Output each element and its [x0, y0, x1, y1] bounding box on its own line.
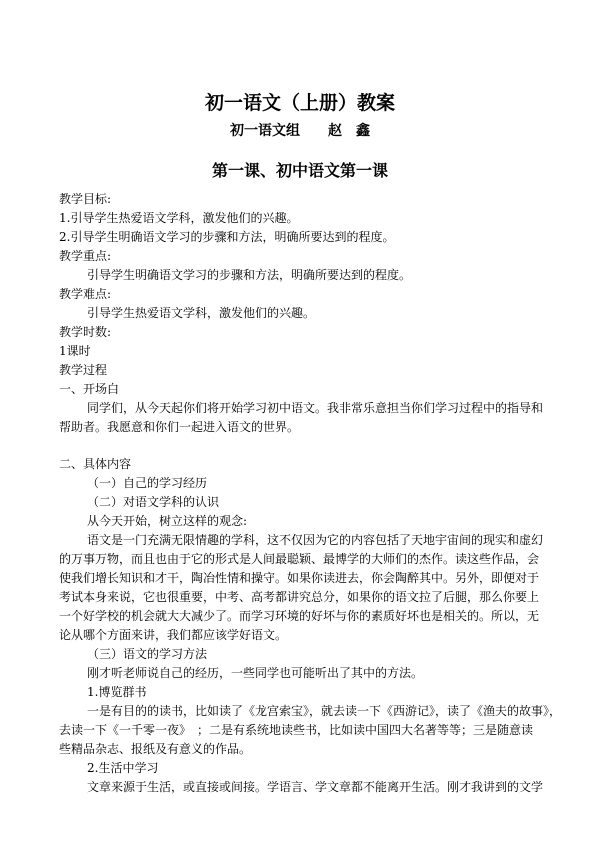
hours-label: 教学时数:	[59, 325, 112, 339]
hours-value: 1课时	[59, 344, 91, 358]
subsection-heading: （二）对语文学科的认识	[87, 495, 220, 509]
paragraph-line: 一个好学校的机会就大大减少了。而学习环境的好坏与你的素质好坏也是相关的。所以，无	[59, 609, 540, 623]
paragraph-line: 去读一下《一千零一夜》 ；二是有系统地读些书，比如读中国四大名著等等；三是随意读	[59, 723, 534, 737]
list-item-heading: 1.博览群书	[87, 685, 147, 699]
section-heading-2: 二、具体内容	[59, 457, 132, 471]
paragraph-line: 使我们增长知识和才干，陶冶性情和操守。如果你读进去，你会陶醉其中。另外，即便对于	[59, 571, 540, 585]
author-line: 初一语文组 赵 鑫	[230, 123, 370, 139]
document-title: 初一语文（上册）教案	[204, 92, 395, 114]
paragraph-line: 考试本身来说，它也很重要，中考、高考都讲究总分，如果你的语文拉了后腿，那么你要上	[59, 590, 540, 604]
list-item-heading: 2.生活中学习	[87, 761, 159, 775]
paragraph-line: 论从哪个方面来讲，我们都应该学好语文。	[59, 628, 288, 642]
paragraph-line: 刚才听老师说自己的经历，一些同学也可能听出了其中的方法。	[87, 666, 424, 680]
subsection-heading: （一）自己的学习经历	[87, 476, 208, 490]
teaching-goal-1: 1.引导学生热爱语文学科，激发他们的兴趣。	[59, 211, 299, 225]
paragraph-line: 同学们，从今天起你们将开始学习初中语文。我非常乐意担当你们学习过程中的指导和	[87, 401, 544, 415]
paragraph-line: 的万事万物，而且也由于它的形式是人间最聪颖、最博学的大师们的杰作。读这些作品，会	[59, 552, 540, 566]
teaching-goal-2: 2.引导学生明确语文学习的步骤和方法，明确所要达到的程度。	[59, 230, 395, 244]
paragraph-line: 语文是一门充满无限情趣的学科，这不仅因为它的内容包括了天地宇宙间的现实和虚幻	[87, 533, 544, 547]
key-point-label: 教学重点:	[59, 249, 112, 263]
paragraph-line: 帮助者。我愿意和你们一起进入语文的世界。	[59, 420, 300, 434]
subsection-heading: （三）语文的学习方法	[87, 647, 208, 661]
teaching-goal-label: 教学目标:	[59, 192, 112, 206]
difficulty-text: 引导学生热爱语文学科，激发他们的兴趣。	[87, 306, 316, 320]
paragraph-line: 些精品杂志、报纸及有意义的作品。	[59, 742, 252, 756]
paragraph-line: 一是有目的的读书，比如读了《龙宫索宝》，就去读一下《西游记》，读了《渔夫的故事》，	[87, 704, 562, 718]
key-point-text: 引导学生明确语文学习的步骤和方法，明确所要达到的程度。	[87, 268, 412, 282]
paragraph-line: 文章来源于生活，或直接或间接。学语言、学文章都不能离开生活。刚才我讲到的文学	[87, 780, 544, 794]
difficulty-label: 教学难点:	[59, 287, 112, 301]
paragraph-line: 从今天开始，树立这样的观念:	[87, 514, 248, 528]
lesson-title: 第一课、初中语文第一课	[211, 161, 388, 180]
section-heading-1: 一、开场白	[59, 382, 120, 396]
process-label: 教学过程	[59, 363, 108, 377]
